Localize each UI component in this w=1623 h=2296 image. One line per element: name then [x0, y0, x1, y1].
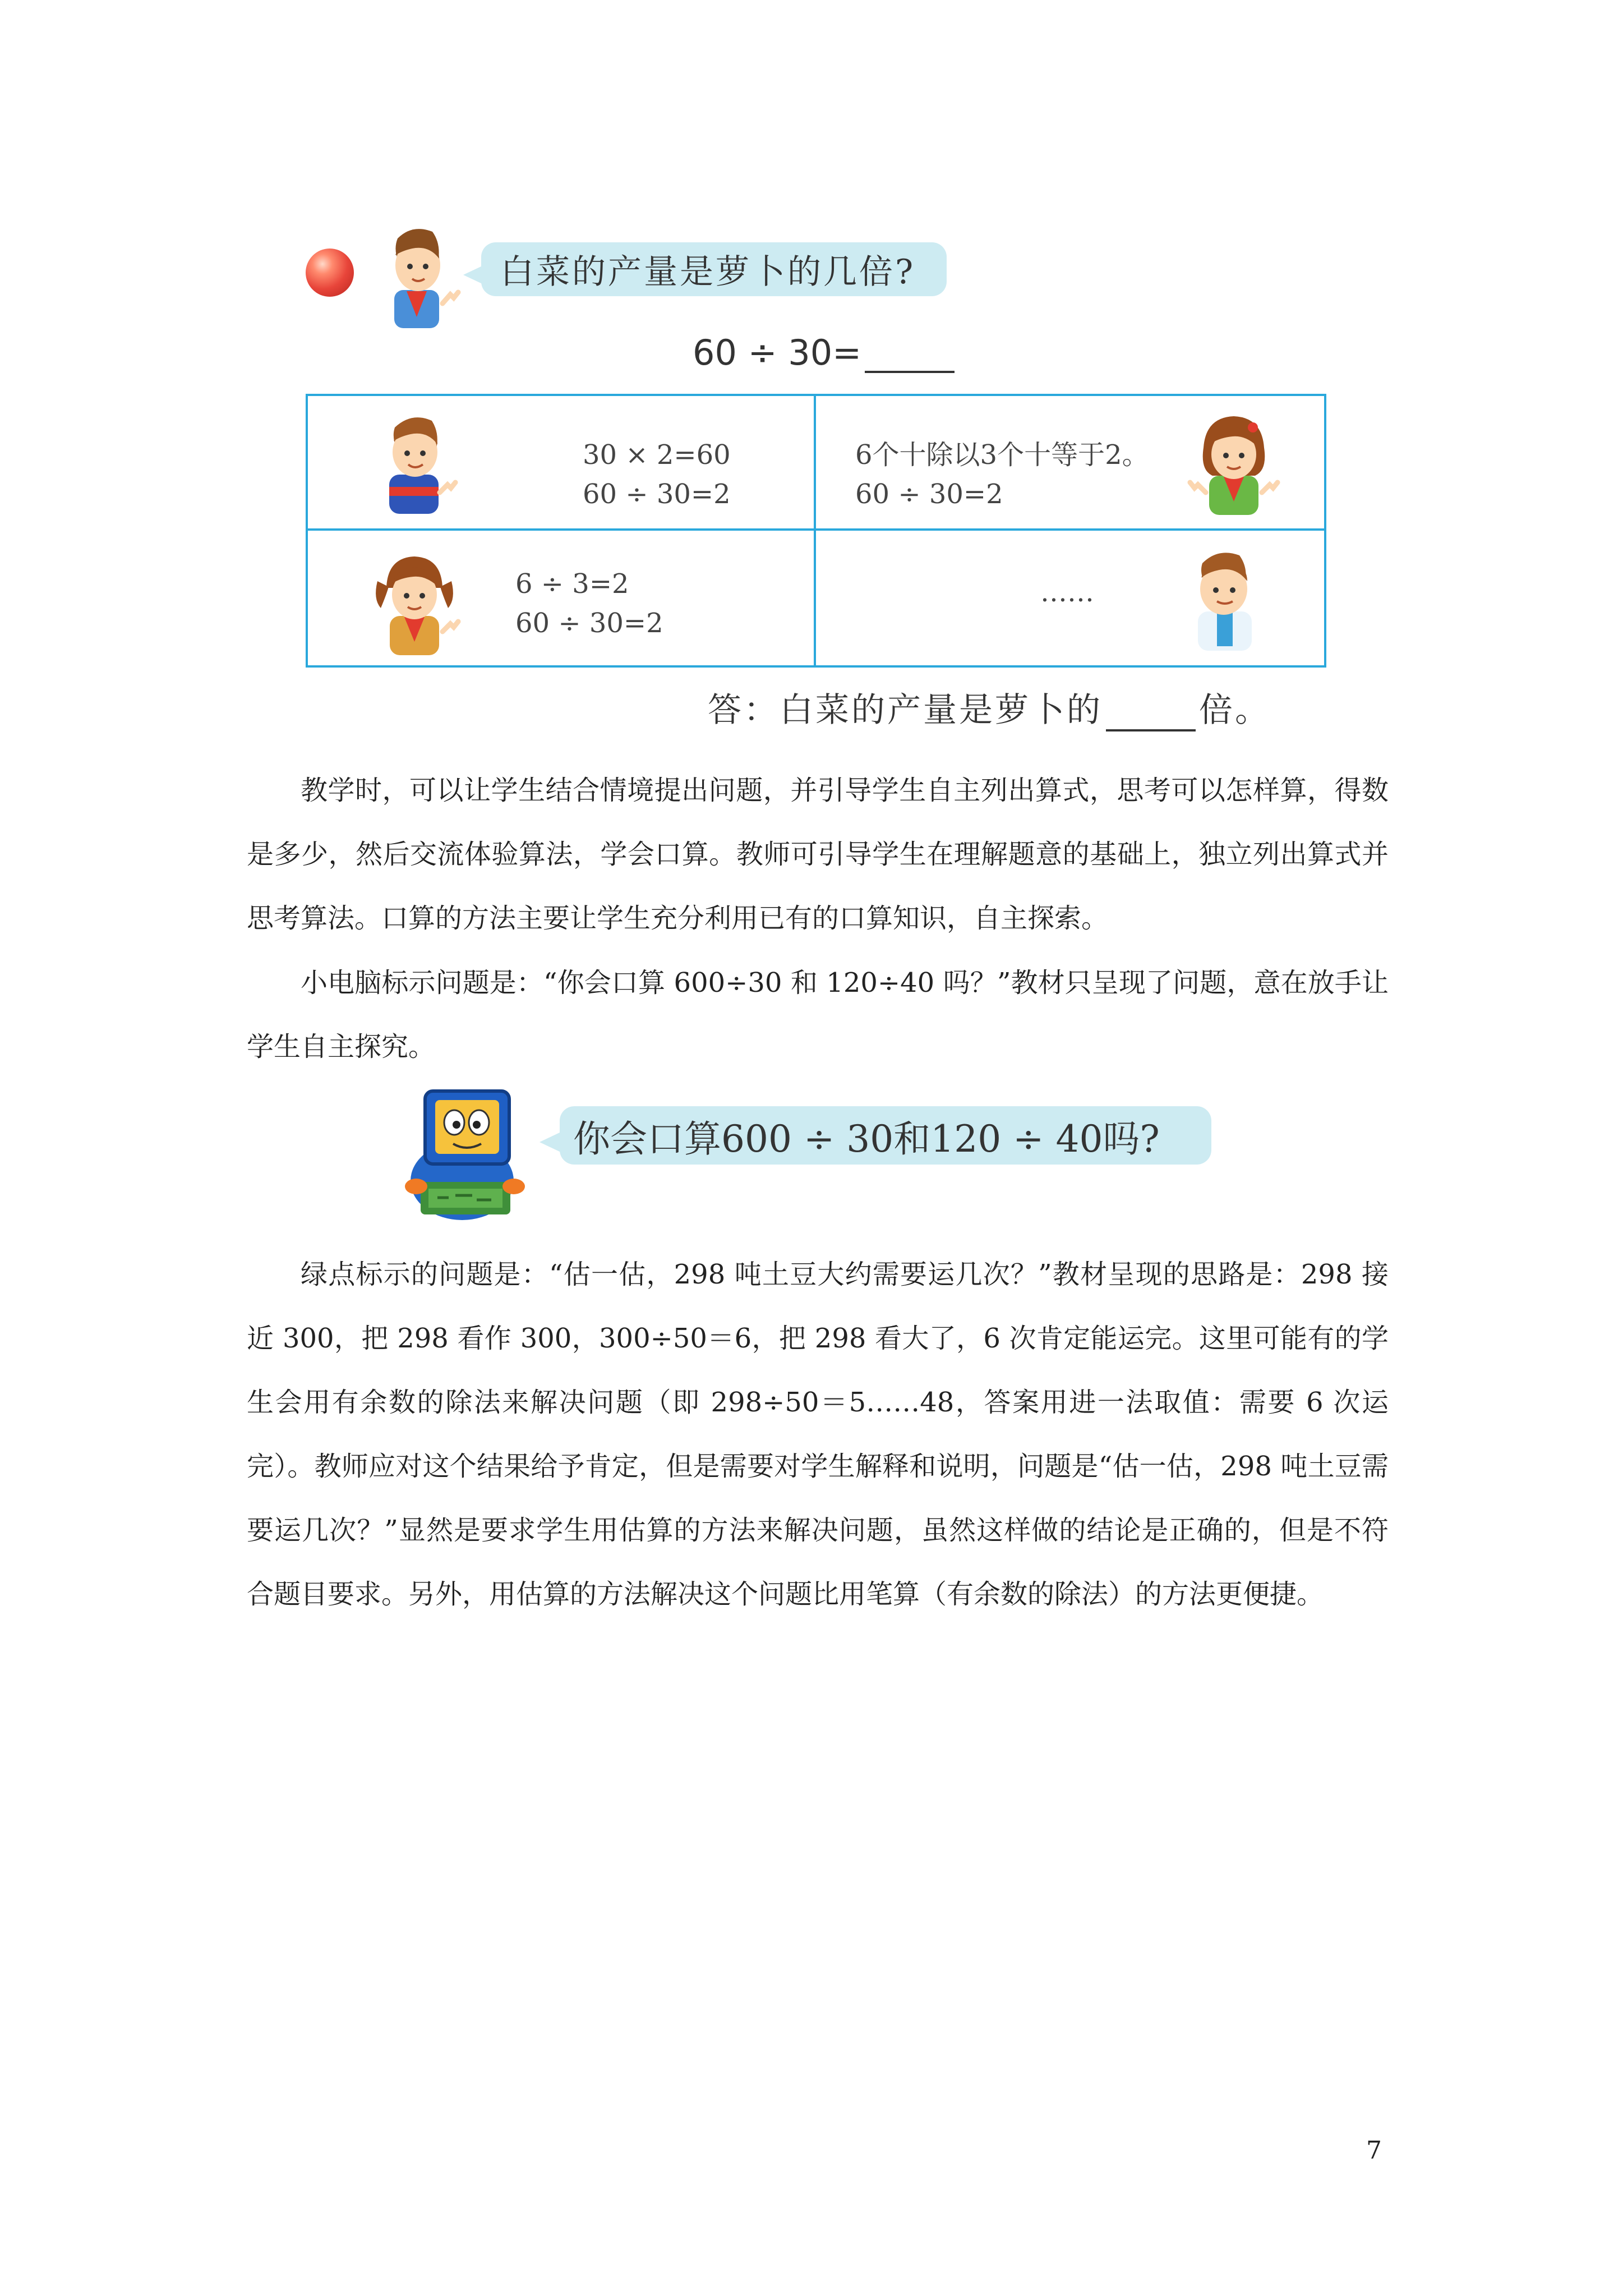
calc-line: 6 ÷ 3=2 — [515, 568, 629, 600]
calc-line: 30 × 2=60 — [583, 439, 731, 471]
method-cell-1 — [308, 396, 816, 531]
equation-text: 60 ÷ 30= — [693, 332, 862, 373]
calc-line: 60 ÷ 30=2 — [855, 478, 1003, 510]
division-equation — [693, 332, 955, 373]
answer-blank — [865, 338, 955, 373]
answer-prefix: 答：白菜的产量是萝卜的 — [708, 691, 1103, 730]
question-bubble — [481, 242, 947, 296]
answer-blank — [1106, 697, 1196, 731]
answer-suffix: 倍。 — [1199, 691, 1271, 730]
boy-avatar-icon — [1183, 543, 1267, 655]
paragraph-green-dot: 绿点标示的问题是：“估一估，298 吨土豆大约需要运几次？”教材呈现的思路是：298 接近 300，把 298 看作 300，300÷50＝6，把 298 看大了，6 次肯定能运完。这里可能有的学生会用有余数的除法来解决问题（即 298÷50＝5……48，答案用进一法取值：需要 6 次运完）。教师应对这个结果给予肯定，但是需要对学生解释和说明，问题是“估一估，298 吨土豆需要运几次？”显然是要求学生用估算的方法来解决问题，虽然这样做的结论是正确的，但是不符合题目要求。另外，用估算的方法解决这个问题比用笔算（有余数的除法）的方法更便捷。 — [247, 1259, 1389, 1610]
calc-line: 60 ÷ 30=2 — [515, 608, 663, 639]
computer-prompt-bubble — [560, 1106, 1211, 1165]
paragraph-teaching: 教学时，可以让学生结合情境提出问题，并引导学生自主列出算式，思考可以怎样算，得数是多少，然后交流体验算法，学会口算。教师可引导学生在理解题意的基础上，独立列出算式并思考算法。口算的方法主要让学生充分利用已有的口算知识，自主探索。 — [247, 775, 1389, 934]
computer-prompt-text: 你会口算600 ÷ 30和120 ÷ 40吗? — [573, 1117, 1160, 1161]
boy-avatar-icon — [372, 408, 462, 515]
calc-line: 60 ÷ 30=2 — [583, 478, 731, 510]
answer-line — [708, 683, 1271, 731]
boy-avatar-icon — [373, 222, 468, 328]
method-cell-4 — [816, 531, 1324, 665]
bubble-tail — [540, 1132, 561, 1152]
methods-table — [306, 394, 1326, 668]
paragraph-computer: 小电脑标示问题是：“你会口算 600÷30 和 120÷40 吗？”教材只呈现了问题，意在放手让学生自主探究。 — [247, 967, 1389, 1062]
bubble-tail — [463, 266, 482, 284]
girl-avatar-icon — [364, 547, 465, 660]
page-number: 7 — [1366, 2136, 1382, 2165]
ellipsis-text: …… — [1040, 577, 1094, 608]
method-cell-3 — [308, 531, 816, 665]
method-cell-2 — [816, 396, 1324, 531]
computer-mascot-icon — [404, 1085, 533, 1231]
calc-line: 6个十除以3个十等于2。 — [855, 439, 1149, 471]
red-dot-icon — [306, 249, 354, 297]
girl-avatar-icon — [1183, 408, 1284, 521]
question-text: 白菜的产量是萝卜的几倍? — [500, 252, 916, 292]
